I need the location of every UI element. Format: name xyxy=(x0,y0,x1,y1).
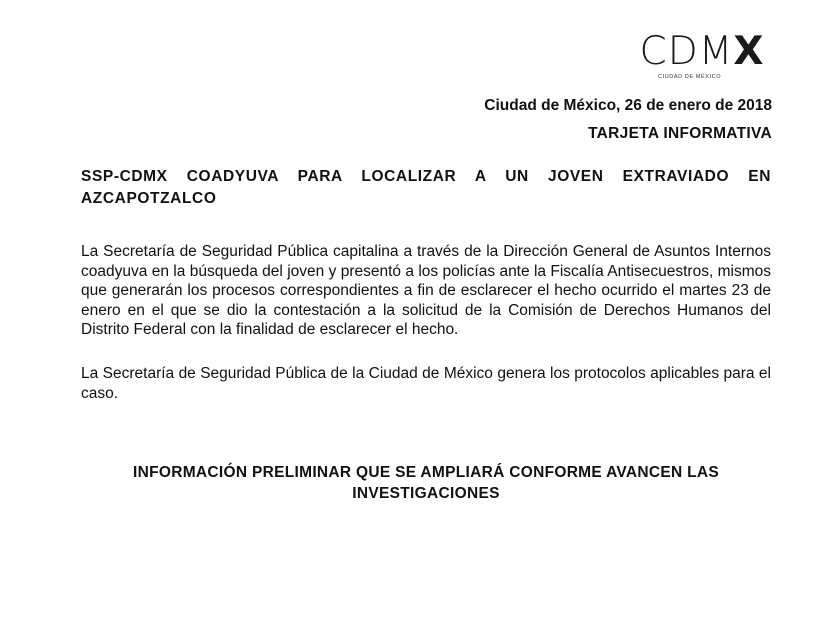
cdmx-logo xyxy=(632,29,772,80)
document-type: TARJETA INFORMATIVA xyxy=(588,125,772,142)
logo-subtitle: CIUDAD DE MÉXICO xyxy=(658,74,722,80)
logo-wordmark-part2: X xyxy=(733,29,765,74)
logo-wordmark xyxy=(632,29,772,74)
date-line: Ciudad de México, 26 de enero de 2018 xyxy=(484,97,772,114)
preliminary-info-note: INFORMACIÓN PRELIMINAR QUE SE AMPLIARÁ CONFORME AVANCEN LAS INVESTIGACIONES xyxy=(132,464,720,502)
logo-wordmark-part1: CDM xyxy=(639,29,734,74)
paragraph-1: La Secretaría de Seguridad Pública capitalina a través de la Dirección General de Asuntos Internos coadyuva en la búsqueda del joven y presentó a los policías ante la Fiscalía Antisecuestros, mismos que generarán los procesos correspondientes a fin de esclarecer el hecho ocurrido el martes 23 de enero en el que se dio la contestación a la solicitud de la Comisión de Derechos Humanos del Distrito Federal con la finalidad de esclarecer el hecho. xyxy=(81,243,771,339)
headline: SSP-CDMX COADYUVA PARA LOCALIZAR A UN JOVEN EXTRAVIADO EN AZCAPOTZALCO xyxy=(81,168,771,207)
paragraph-2: La Secretaría de Seguridad Pública de la Ciudad de México genera los protocolos aplicables para el caso. xyxy=(81,365,771,402)
